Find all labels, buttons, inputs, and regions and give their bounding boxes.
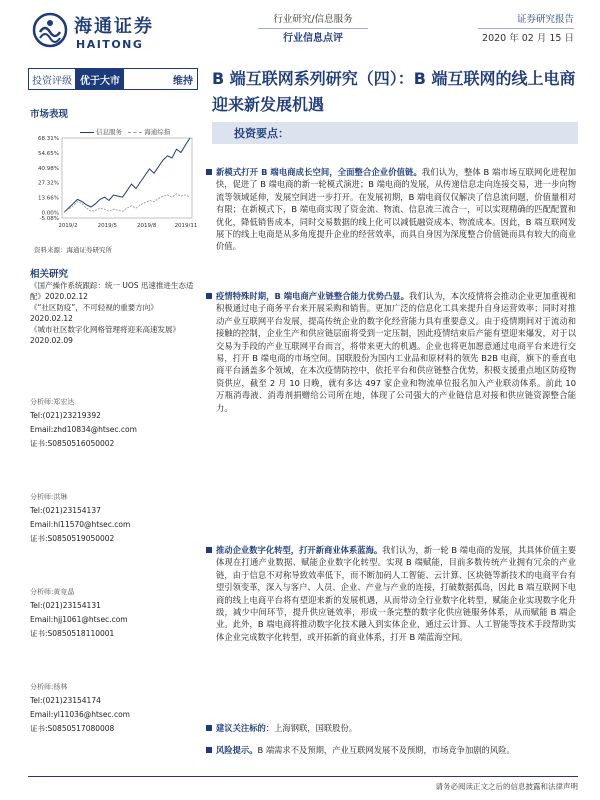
haitong-logo-icon — [32, 12, 68, 48]
analyst-cert: 证书:S0850517080008 — [30, 724, 115, 733]
key-point-lead: 推动企业数字化转型，打开新商业体系蓝海。 — [216, 545, 383, 555]
analyst-role: 分析师:洪琳 — [30, 493, 68, 501]
related-item[interactable]: 《“社区防疫”，不可轻视的重要方向》2020.02.12 — [30, 303, 158, 323]
analyst-email[interactable]: Email:hjj1061@htsec.com — [30, 615, 128, 624]
series-line-sector — [64, 138, 190, 213]
analyst-card — [30, 395, 194, 451]
brand-logo — [32, 10, 154, 56]
analyst-cert: 证书:S0850516050002 — [30, 439, 115, 448]
key-point-paragraph — [216, 290, 576, 414]
key-point-lead: 疫情特殊时期，B 端电商产业链整合能力优势凸显。 — [216, 291, 410, 301]
analyst-role: 分析师:杨林 — [30, 683, 68, 691]
rating-label: 投资评级 — [29, 69, 76, 89]
x-tick-label: 2019/5 — [97, 223, 118, 229]
analyst-card — [30, 585, 194, 641]
analyst-role: 分析师:郑宏达 — [30, 398, 75, 406]
key-point-text: 我们认为，本次疫情将会推动企业更加重视和积极通过电子商务平台来开展采购和销售。更加广泛的信息化工具来提升自身运营效率；同时对推动产业互联网平台发展，提高传统企业的数字化经营能力具有重要意义。由于疫情期间对于流动和接触的控制，企业生产和供应链层面将受到一定压制，因此疫情结束后产能有望迎来爆发，对于以交易为手段的产业互联网平台而言，将带来更大的机遇。企业也将更加愿意通过电商平台来进行交易，打开 B 端电商的市场空间。国联股份为国内工业品和原材料的领先 B2B 电商，旗下的垂直电商平台涵盖多个领域，在本次疫情防控中，依托平台和供应链整合优势，积极支援重点地区防疫物资供应，截至 2 月 10 日晚，就有多达 497 家企业和物流单位报名加入产业联动体系。前此 10 万瓶消毒液、消毒剂捐赠给公司所在地，体现了公司强大的产业链信息对接和供应链资源整合能力。 — [216, 291, 576, 413]
report-title: B 端互联网系列研究（四）：B 端互联网的线上电商迎来新发展机遇 — [212, 69, 576, 114]
bullet-icon — [206, 725, 212, 731]
key-point-text: 上海钢联，国联股份。 — [274, 723, 358, 733]
y-tick-label: 0.00% — [41, 210, 59, 217]
legend-index: 海通综指 — [144, 128, 171, 136]
y-tick-label: 54.65% — [38, 150, 59, 157]
footer-divider — [28, 776, 578, 777]
analyst-card — [30, 490, 194, 546]
key-point-text: 我们认为，整体 B 端市场互联网化进程加快，促进了 B 端电商的新一轮模式演进；B 端电商的发展，从传递信息走向连接交易，进一步向物流等领域延伸，发展空间进一步打开。在发展初期，B 端电商仅仅解决了信息流问题，价值量相对有限；在新模式下，B 端电商实现了资金流、物流、信息流三流合一，可以实现精确的匹配配置和优化，降低销售成本，同时交易数据的线上化可以减低融资成本、物流成本。因此，B 端互联网发展下的线上电商是从多角度提升企业的经营效率，而具自身因为深度整合价值链而具有较大的商业价值。 — [216, 167, 577, 252]
key-points-heading: 投资要点： — [234, 127, 289, 140]
analyst-tel: Tel:(021)23154174 — [30, 696, 101, 705]
rating-value: 优于大市 — [76, 69, 124, 89]
key-point-lead: 风险提示。 — [216, 745, 258, 755]
report-meta — [478, 12, 574, 49]
category-label: 行业研究/信息服务 — [273, 14, 353, 25]
key-point-paragraph — [216, 722, 576, 734]
report-header — [0, 0, 600, 62]
subcategory-label: 行业信息点评 — [258, 28, 368, 49]
analyst-cert: 证书:S0850518110001 — [30, 629, 115, 638]
investment-rating — [28, 68, 198, 90]
analyst-email[interactable]: Email:hl11570@htsec.com — [30, 520, 131, 529]
key-point-text: B 端需求不及预期，产业互联网发展不及预期，市场竞争加剧的风险。 — [257, 745, 515, 755]
analyst-tel: Tel:(021)23219392 — [30, 411, 101, 420]
key-point-paragraph — [216, 744, 576, 756]
analyst-tel: Tel:(021)23154137 — [30, 506, 101, 515]
y-tick-label: 27.32% — [38, 180, 59, 187]
key-point-lead: 建议关注标的： — [216, 723, 275, 733]
brand-name-en: HAITONG — [76, 38, 144, 51]
bullet-icon — [206, 169, 212, 175]
chart-source: 资料来源：海通证券研究所 — [34, 246, 112, 254]
legend-sector: 信息服务 — [96, 128, 122, 136]
related-research-list — [30, 281, 194, 347]
related-item[interactable]: 《城市社区数字化网格管理将迎来高速发展》2020.02.09 — [30, 325, 180, 345]
y-tick-label: -5.08% — [39, 216, 59, 222]
x-tick-label: 2019/11 — [174, 223, 198, 229]
brand-name-cn: 海通证券 — [74, 16, 154, 37]
y-tick-label: 68.31% — [38, 136, 59, 142]
series-line-index — [64, 194, 190, 213]
key-point-text: 我们认为，新一轮 B 端电商的发展，其具体价值主要体现在打通产业数据、赋能企业数字化转型。实现 B 端赋能，目前多数传统产业拥有冗余的产业链，由于信息不对称导致效率低下，而不断加码人工智能、云计算、区块链等新技术的电商平台有望引领变革，深入与客户、人员、企业、产业与产业的连接，打破数据孤岛，因此 B 端互联网下电商的线上电商平台将有望迎来新的发展机遇，从而带动全行业数字化转型，赋能企业实现数字化升级，减少中间环节，提升供应链效率，形成一条完整的数字化供应链服务体系，从而赋能 B 端企业。此外，B 端电商将推动数字化技术融入到实体企业，通过云计算、人工智能等技术手段帮助实体企业完成数字化转型，或开拓新的商业体系，打开 B 端蓝海空间。 — [216, 545, 576, 642]
related-item[interactable]: 《国产操作系统跟踪：统一 UOS 迅速推进生态适配》2020.02.12 — [30, 281, 194, 301]
analyst-tel: Tel:(021)23154131 — [30, 601, 101, 610]
x-tick-label: 2019/8 — [136, 223, 157, 229]
analyst-email[interactable]: Email:zhd10834@htsec.com — [30, 425, 137, 434]
y-tick-label: 13.66% — [38, 195, 59, 202]
analyst-email[interactable]: Email:yl11036@htsec.com — [30, 710, 130, 719]
key-points-header — [212, 122, 578, 144]
report-date: 2020 年 02 月 15 日 — [478, 28, 574, 49]
bullet-icon — [206, 747, 212, 753]
key-point-paragraph — [216, 544, 576, 643]
market-performance-chart — [28, 122, 198, 240]
key-point-lead: 新模式打开 B 端电商成长空间，全面整合企业价值链。 — [216, 167, 422, 177]
bullet-icon — [206, 547, 212, 553]
analyst-role: 分析师:黄竞晶 — [30, 588, 75, 596]
market-heading: 市场表现 — [30, 109, 69, 120]
related-heading: 相关研究 — [30, 269, 69, 280]
rating-change: 维持 — [173, 75, 193, 87]
disclaimer-note: 请务必阅读正文之后的信息披露和法律声明 — [435, 782, 578, 791]
analyst-card — [30, 680, 194, 736]
report-type: 证券研究报告 — [516, 14, 574, 25]
report-category — [258, 12, 368, 49]
y-tick-label: 40.98% — [38, 165, 59, 172]
bullet-icon — [206, 293, 212, 299]
x-tick-label: 2019/2 — [58, 223, 78, 229]
chart-plot-area — [62, 138, 192, 218]
key-point-paragraph — [216, 166, 576, 253]
analyst-cert: 证书:S0850519050002 — [30, 534, 115, 543]
